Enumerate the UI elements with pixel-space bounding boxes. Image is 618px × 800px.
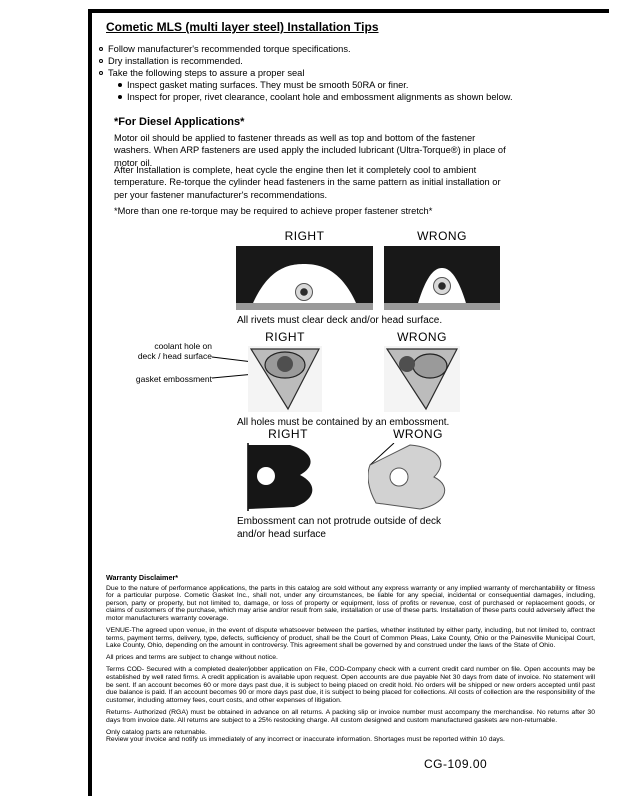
row3-caption [237,515,441,541]
embossment-outline [413,354,447,378]
installation-tips-list [99,43,519,103]
disclaimer-paragraph: Returns- Authorized (RGA) must be obtained in advance on all returns. A packing slip or invoice number must accompany the merchandise. No returns after 30 days from invoice date. All returns are subject to a 25% restocking charge. All custom designed and custom manufactured gaskets are non-returnable. [106,708,595,724]
page-title: Cometic MLS (multi layer steel) Installation Tips [106,20,379,34]
page-code: CG-109.00 [424,757,488,771]
retorque-note: *More than one re-torque may be required to achieve proper fastener stretch* [114,206,433,216]
circle-bullet-icon [99,59,103,63]
row2-caption: All holes must be contained by an embossment. [237,417,450,428]
disclaimer-paragraph: VENUE-The agreed upon venue, in the event of dispute whatsoever between the parties, whether instituted by either party, including, but not limited to, contract terms, payment terms, delivery, type, defects, sufficiency of product, shall be the Court of Common Pleas, Lake County, Ohio or the Painesville Municipal Court, Lake County, Ohio, depending on the amount in controversy. This agreement shall be governed by and construed under the laws of the State of Ohio. [106,627,595,650]
tip-text: Take the following steps to assure a proper seal [108,68,305,78]
list-item [118,79,519,91]
rivet-center [438,282,446,290]
tip-text: Follow manufacturer's recommended torque specifications. [108,44,351,54]
circle-bullet-icon [99,71,103,75]
gasket-hole [390,468,408,486]
diesel-paragraph-1: Motor oil should be applied to fastener threads as well as top and bottom of the fastener washers. When ARP fasteners are used apply the included lubricant (Ultra-Torque®) in place of motor oil. [114,133,506,168]
coolant-hole [399,356,415,372]
wrong-label-row1: WRONG [417,229,467,243]
disclaimer-heading: Warranty Disclaimer* [106,573,179,582]
sub-tip-text: Inspect for proper, rivet clearance, coolant hole and embossment alignments as shown below. [127,92,513,102]
diesel-applications-heading: *For Diesel Applications* [114,116,245,128]
deck-band [384,303,500,310]
annotation-line: deck / head surface [137,351,212,361]
disclaimer-paragraph: Review your invoice and notify us immediately of any incorrect or inaccurate information. Shortages must be reported within 10 days. [106,736,505,744]
annotation-line: coolant hole on [154,341,212,351]
dot-bullet-icon [118,83,122,87]
rivet-center [300,288,308,296]
caption-line: and/or head surface [237,529,326,540]
dot-bullet-icon [118,95,122,99]
coolant-hole-annotation [130,341,212,361]
gasket-hole [257,467,275,485]
page-border-left [88,9,92,796]
disclaimer-paragraph: Due to the nature of performance applications, the parts in this catalog are sold without any express warranty or any implied warranty of merchantability or fitness for a particular purpose. Cometic Gasket Inc., shall not, under any circumstances, be liable for any special, incidental or consequential damages, including, person, party or property, but not limited to, damage, or loss of property or equipment, loss of profits or revenue, cost of purchased or replacement goods, or claims of customers of the purchase, which may arise and/or result from sale, installation or use of these parts. Installation of these parts could adversely affect the motor manufacturers warranty coverage. [106,584,595,622]
disclaimer-paragraph: Terms COD- Secured with a completed dealer/jobber application on File, COD-Company check with a current credit card number on file. Open accounts may be established by well rated firms. A credit application is available upon request. Open accounts are due payable Net 30 days from date of invoice. No statement will be sent. If an account becomes 60 or more days past due, it is subject to being placed on credit hold. No orders will be shipped or new orders accepted until past due balance is paid. If an account becomes 90 or more days past due, it is subject to being placed for collections. All costs of collection are the responsibility of the customer, including attorney fees, court costs, and other expenses of litigation. [106,666,595,704]
list-item [99,67,519,79]
wrong-label-row3: WRONG [393,427,443,441]
wrong-label-row2: WRONG [397,330,447,344]
sub-tip-text: Inspect gasket mating surfaces. They must be smooth 50RA or finer. [127,80,409,90]
diesel-paragraph-2: After Installation is complete, heat cycle the engine then let it completely cool to ambient temperature. Re-torque the cylinder head fasteners in the same pattern as initial installation or per your fastener manufacturer's recommendations. [114,165,501,200]
circle-bullet-icon [99,47,103,51]
sub-tips-list [118,79,519,103]
page-border-top [88,9,609,13]
diagram-embossment-wrong [384,346,460,412]
right-label-row2: RIGHT [265,330,305,344]
caption-line: Embossment can not protrude outside of deck [237,516,442,527]
diagram-protrusion-right [238,443,338,511]
coolant-hole [277,356,293,372]
right-label-row3: RIGHT [268,427,308,441]
diagram-protrusion-wrong [368,443,468,511]
diagram-rivet-right [236,246,373,310]
list-item [118,91,519,103]
gasket-embossment-annotation: gasket embossment [135,374,212,384]
disclaimer-paragraph: Only catalog parts are returnable. [106,728,207,736]
list-item [99,43,519,55]
deck-band [236,303,373,310]
right-label-row1: RIGHT [284,229,325,243]
diagram-embossment-right [248,346,322,412]
diagram-rivet-wrong [384,246,500,310]
list-item [99,55,519,67]
tip-text: Dry installation is recommended. [108,56,243,66]
row1-caption: All rivets must clear deck and/or head surface. [237,315,443,326]
disclaimer-paragraph: All prices and terms are subject to change without notice. [106,654,278,662]
warranty-disclaimer-section [106,574,595,748]
